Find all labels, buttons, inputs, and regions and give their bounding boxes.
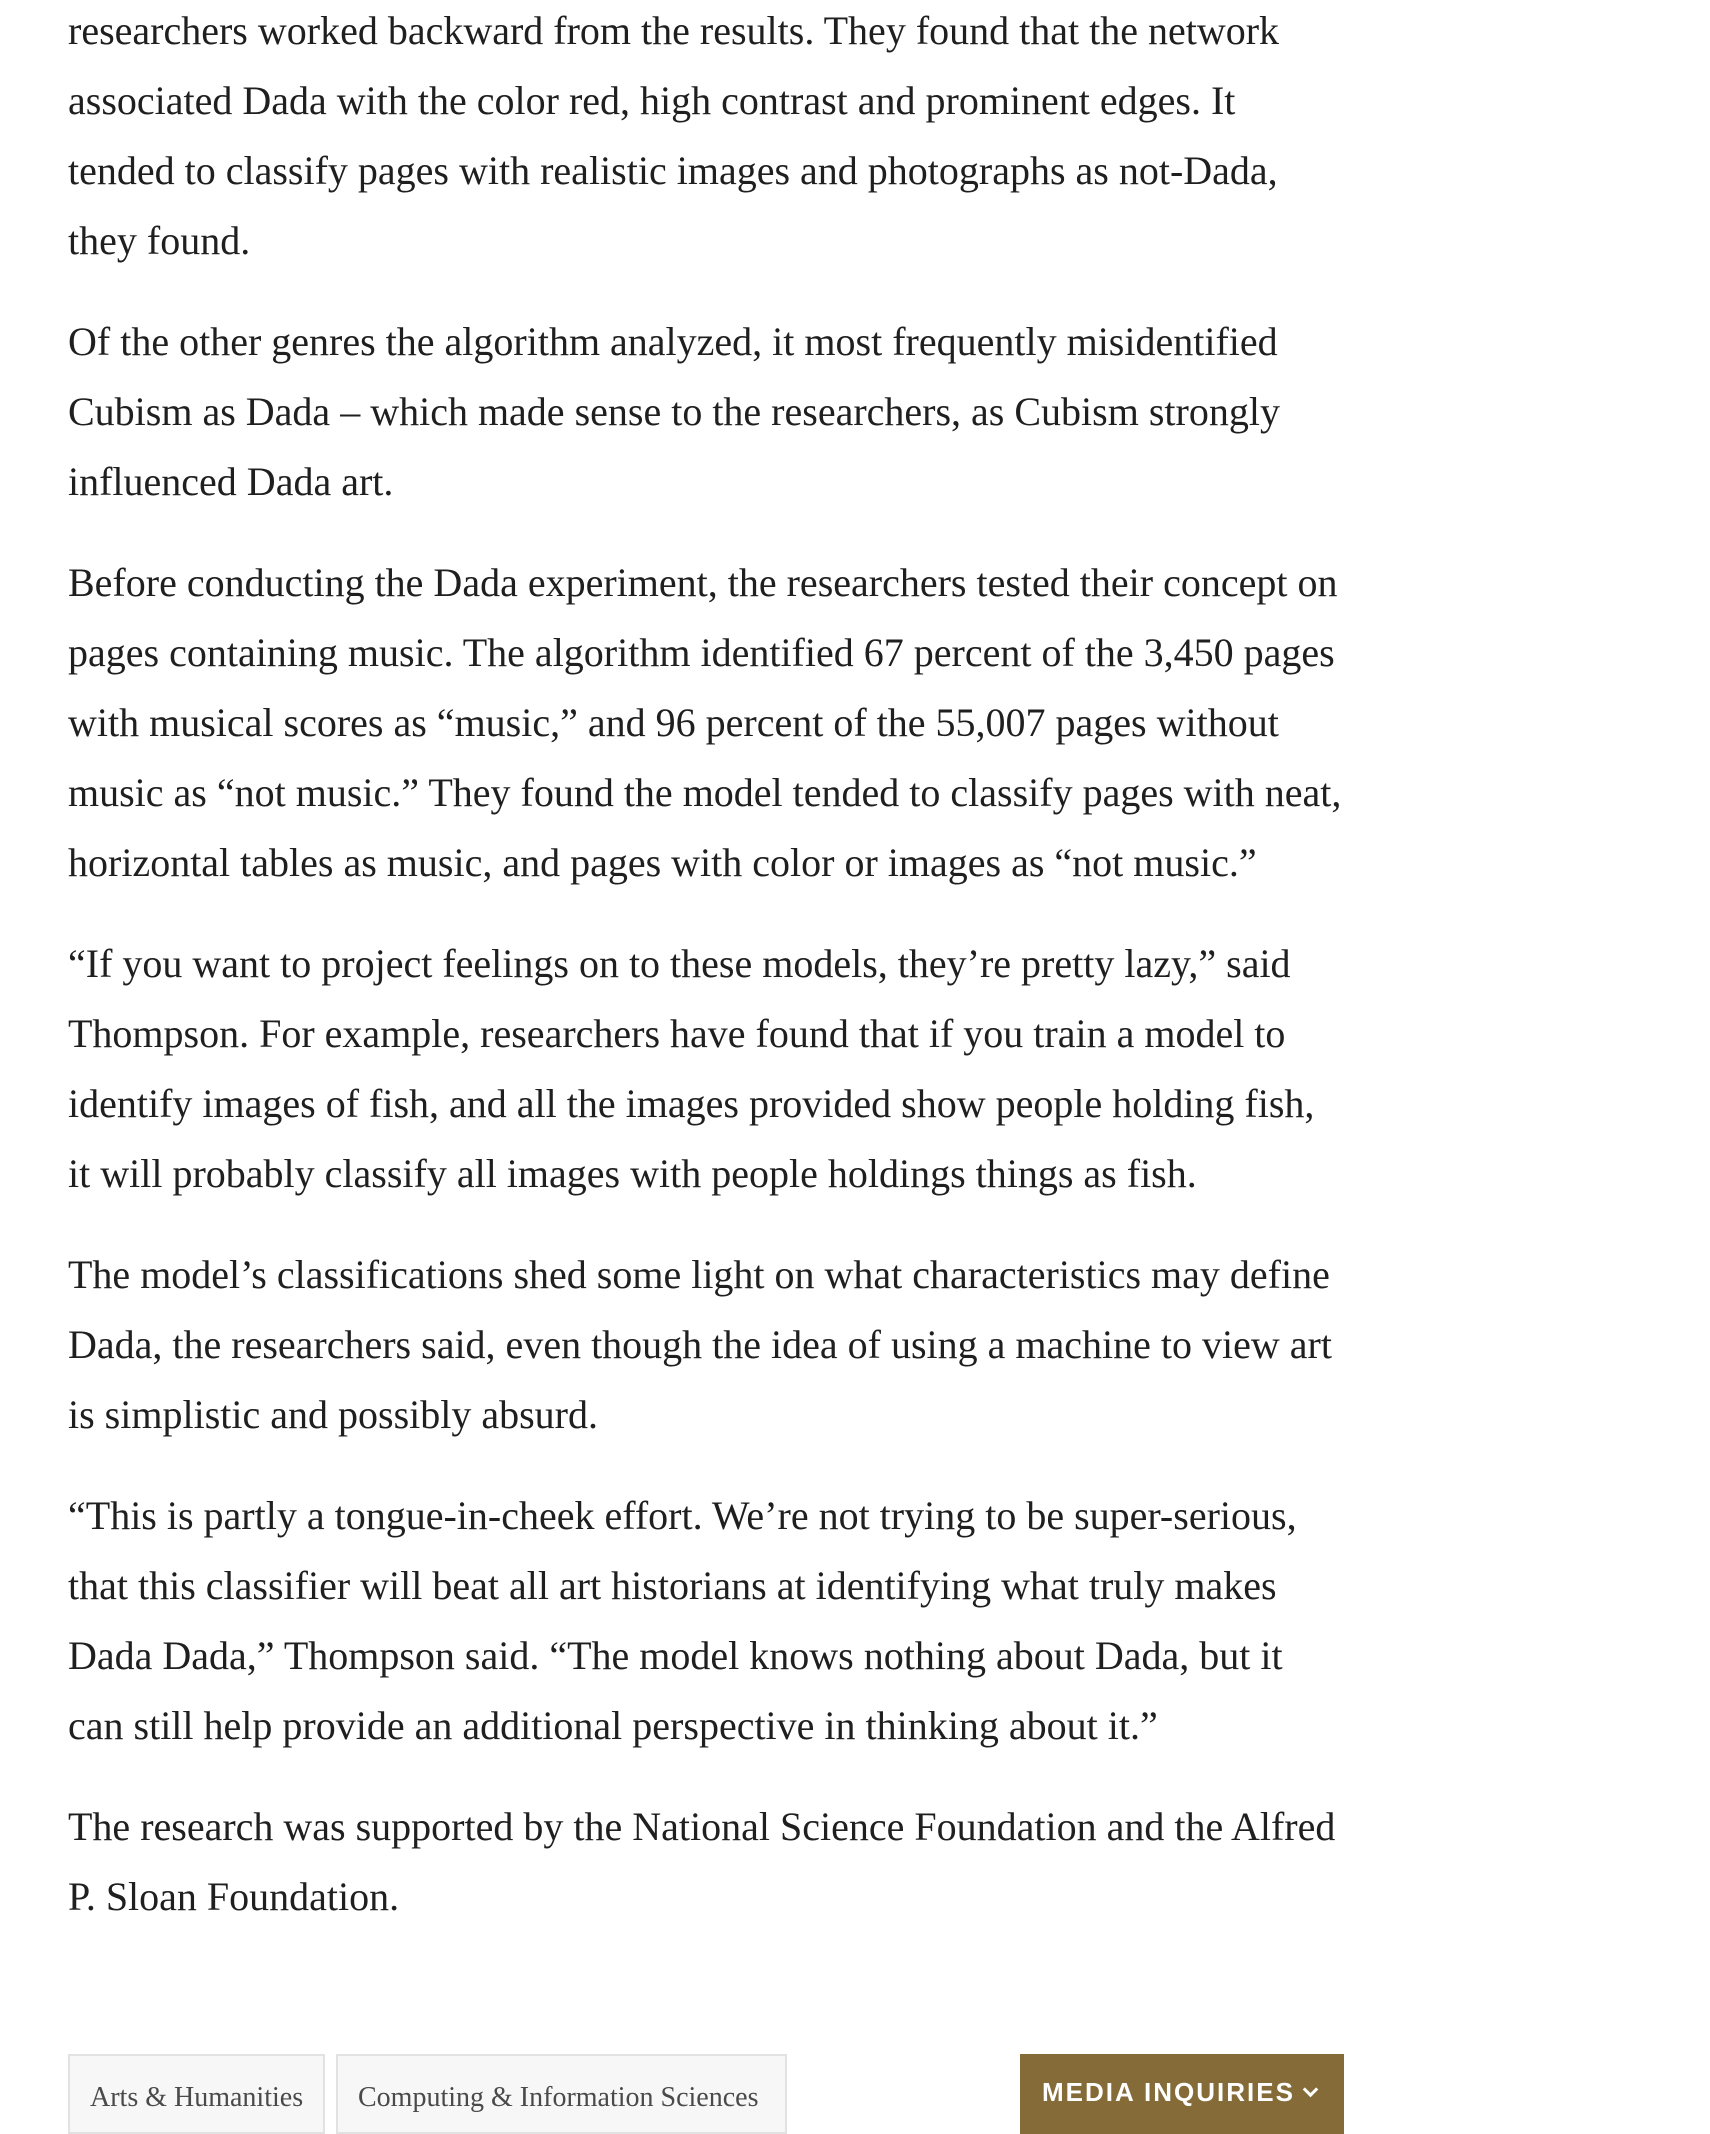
article-paragraph: “If you want to project feelings on to these models, they’re pretty lazy,” said Thompson. For example, researchers have found that if you train a model to identify images of fish, and all the images provided show people holding fish, it will probably classify all images with people holdings things as fish. — [68, 941, 1315, 1196]
article-paragraph: “This is partly a tongue-in-cheek effort. We’re not trying to be super-serious, that this classifier will beat all art historians at identifying what truly makes Dada Dada,” Thompson said. “The model knows nothing about Dada, but it can still help provide an additional perspective in thinking about it.” — [68, 1493, 1297, 1748]
tag-arts-humanities[interactable]: Arts & Humanities — [68, 2054, 325, 2134]
media-inquiries-label: MEDIA INQUIRIES — [1042, 2077, 1295, 2107]
article-paragraph: The model’s classifications shed some light on what characteristics may define Dada, the researchers said, even though the idea of using a machine to view art is simplistic and possibly absurd. — [68, 1252, 1332, 1437]
tag-computing-information-sciences[interactable]: Computing & Information Sciences — [336, 2054, 787, 2134]
article-footer — [68, 2054, 1344, 2134]
article-paragraph: Of the other genres the algorithm analyzed, it most frequently misidentified Cubism as Dada – which made sense to the researchers, as Cubism strongly influenced Dada art. — [68, 319, 1280, 504]
chevron-down-icon — [1303, 2082, 1319, 2098]
article-paragraph: The research was supported by the National Science Foundation and the Alfred P. Sloan Foundation. — [68, 1804, 1336, 1919]
article-paragraph: Before conducting the Dada experiment, the researchers tested their concept on pages containing music. The algorithm identified 67 percent of the 3,450 pages with musical scores as “music,” and 96 percent of the 55,007 pages without music as “not music.” They found the model tended to classify pages with neat, horizontal tables as music, and pages with color or images as “not music.” — [68, 560, 1342, 885]
article-body — [68, 0, 1344, 1963]
media-inquiries-button[interactable] — [1020, 2054, 1344, 2134]
article-paragraph: researchers worked backward from the results. They found that the network associated Dada with the color red, high contrast and prominent edges. It tended to classify pages with realistic images and photographs as not-Dada, they found. — [68, 8, 1280, 263]
